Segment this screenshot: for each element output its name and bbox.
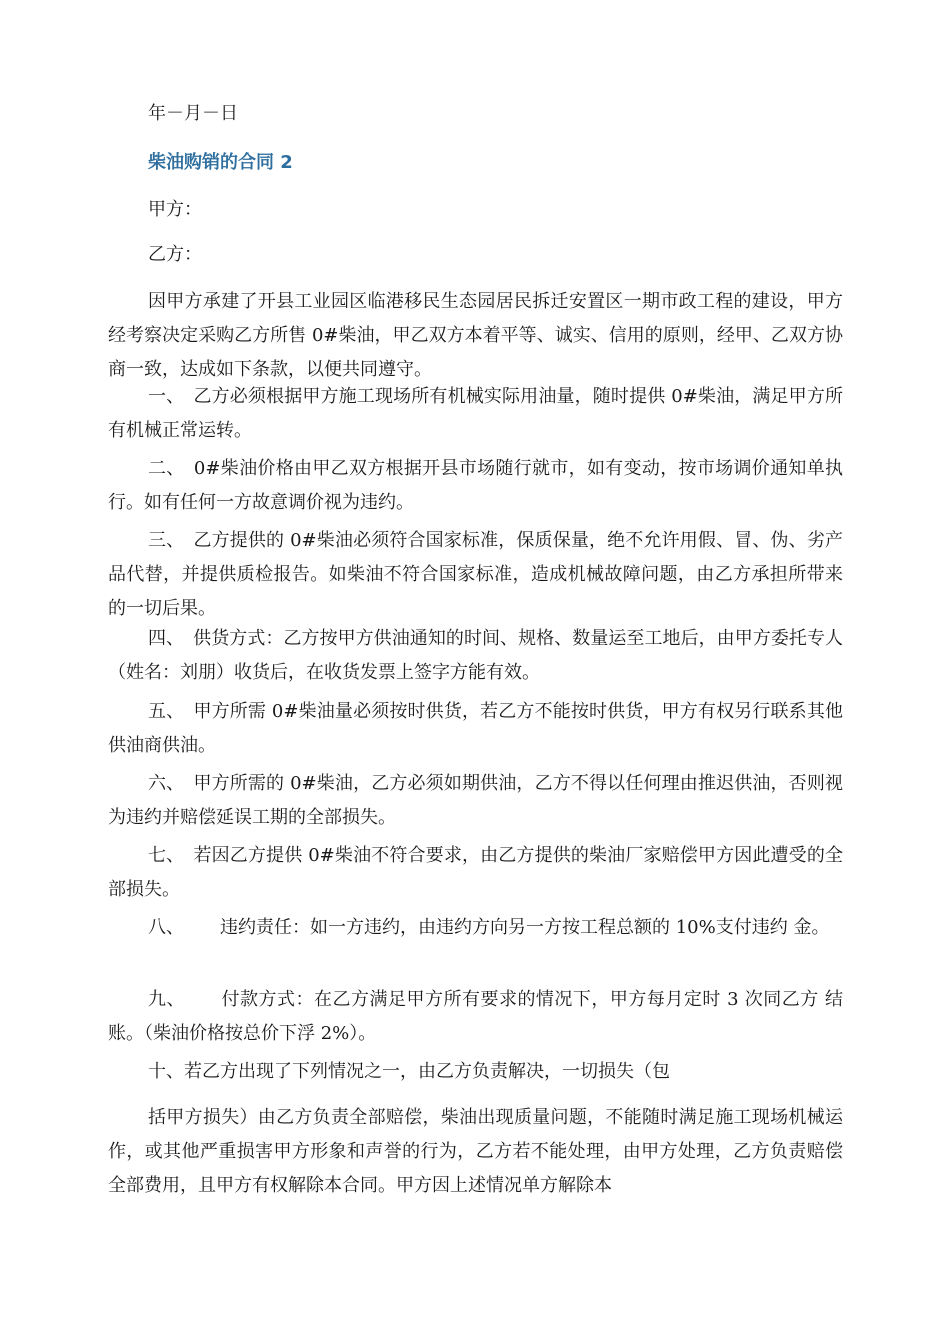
clause-2: 二、 0#柴油价格由甲乙双方根据开县市场随行就市，如有变动，按市场调价通知单执行。如有任何一方故意调价视为违约。: [108, 458, 843, 513]
party-a-label: 甲方：: [148, 199, 202, 220]
clause-3: 三、 乙方提供的 0#柴油必须符合国家标准，保质保量，绝不允许用假、冒、伪、劣产品代替，并提供质检报告。如柴油不符合国家标准，造成机械故障问题，由乙方承担所带来的一切后果。: [108, 530, 843, 619]
clause-9-text: 付款方式：在乙方满足甲方所有要求的情况下，甲方每月定时 3 次同乙方 结账。（柴油价格按总价下浮 2%）。: [108, 989, 843, 1044]
clause-8-text: 违约责任：如一方违约，由违约方向另一方按工程总额的 10%支付违约 金。: [220, 917, 830, 938]
clause-7: 七、 若因乙方提供 0#柴油不符合要求，由乙方提供的柴油厂家赔偿甲方因此遭受的全部损失。: [108, 845, 843, 900]
clause-8-number: 八、: [148, 917, 184, 938]
intro-paragraph: 因甲方承建了开县工业园区临港移民生态园居民拆迁安置区一期市政工程的建设，甲方经考察决定采购乙方所售 0#柴油，甲乙双方本着平等、诚实、信用的原则，经甲、乙双方协商一致，达成如下条款，以便共同遵守。: [108, 291, 843, 380]
date-line: 年－月－日: [148, 103, 238, 124]
party-b-label: 乙方：: [148, 244, 202, 265]
clause-10: 十、若乙方出现了下列情况之一，由乙方负责解决，一切损失（包: [148, 1061, 670, 1082]
clause-1: 一、 乙方必须根据甲方施工现场所有机械实际用油量，随时提供 0#柴油，满足甲方所有机械正常运转。: [108, 386, 843, 441]
clause-5: 五、 甲方所需 0#柴油量必须按时供货，若乙方不能按时供货，甲方有权另行联系其他供油商供油。: [108, 701, 843, 756]
clause-8: [108, 911, 843, 945]
clause-9-number: 九、: [148, 989, 185, 1010]
document-title: 柴油购销的合同 2: [148, 152, 293, 173]
clause-10-continued: 括甲方损失）由乙方负责全部赔偿，柴油出现质量问题，不能随时满足施工现场机械运作，或其他严重损害甲方形象和声誉的行为，乙方若不能处理，由甲方处理，乙方负责赔偿全部费用，且甲方有权解除本合同。甲方因上述情况单方解除本: [108, 1107, 843, 1196]
clause-6: 六、 甲方所需的 0#柴油，乙方必须如期供油，乙方不得以任何理由推迟供油，否则视为违约并赔偿延误工期的全部损失。: [108, 773, 843, 828]
clause-9: [108, 983, 843, 1051]
clause-4: 四、 供货方式：乙方按甲方供油通知的时间、规格、数量运至工地后，由甲方委托专人（姓名：刘朋）收货后，在收货发票上签字方能有效。: [108, 628, 843, 683]
